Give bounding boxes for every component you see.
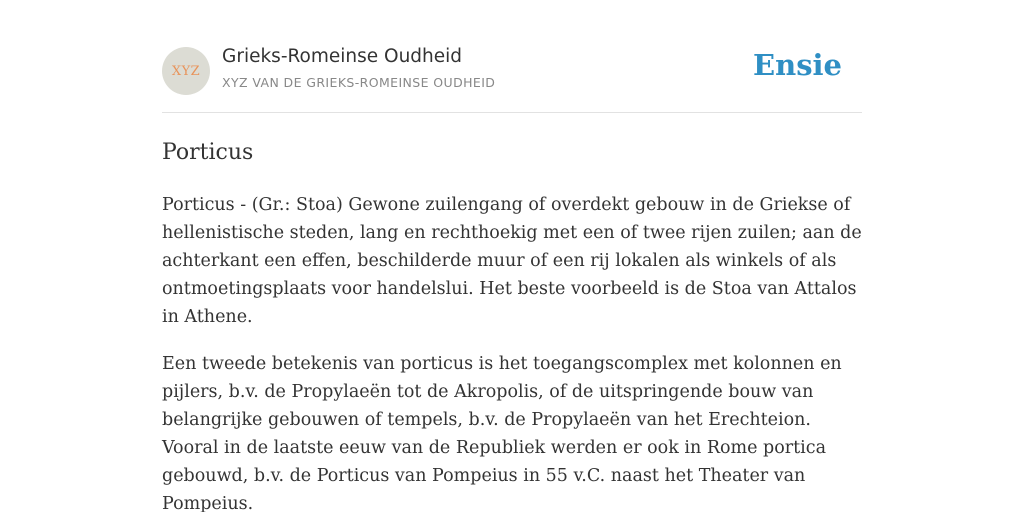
- source-subtitle: XYZ VAN DE GRIEKS-ROMEINSE OUDHEID: [222, 75, 496, 90]
- article: [162, 138, 864, 512]
- source-title[interactable]: Grieks-Romeinse Oudheid: [222, 46, 463, 67]
- avatar-text: XYZ: [171, 63, 201, 79]
- source-avatar[interactable]: [162, 47, 210, 95]
- article-paragraph: Porticus - (Gr.: Stoa) Gewone zuilengang of overdekt gebouw in de Griekse of hellenistische steden, lang en rechthoekig met een of twee rijen zuilen; aan de achterkant een effen, beschilderde muur of een rij lokalen als winkels of als ontmoetingsplaats voor handelslui. Het beste voorbeeld is de Stoa van Attalos in Athene.: [162, 195, 862, 327]
- article-paragraph: Een tweede betekenis van porticus is het toegangscomplex met kolonnen en pijlers, b.v. de Propylaeën tot de Akropolis, of de uitspringende bouw van belangrijke gebouwen of tempels, b.v. de Propylaeën van het Erechteion. Vooral in de laatste eeuw van de Republiek werden er ook in Rome portica gebouwd, b.v. de Porticus van Pompeius in 55 v.C. naast het Theater van Pompeius.: [162, 354, 842, 512]
- source-header: [162, 45, 862, 113]
- article-title: Porticus: [162, 140, 254, 165]
- ensie-logo-link[interactable]: Ensie: [753, 48, 842, 82]
